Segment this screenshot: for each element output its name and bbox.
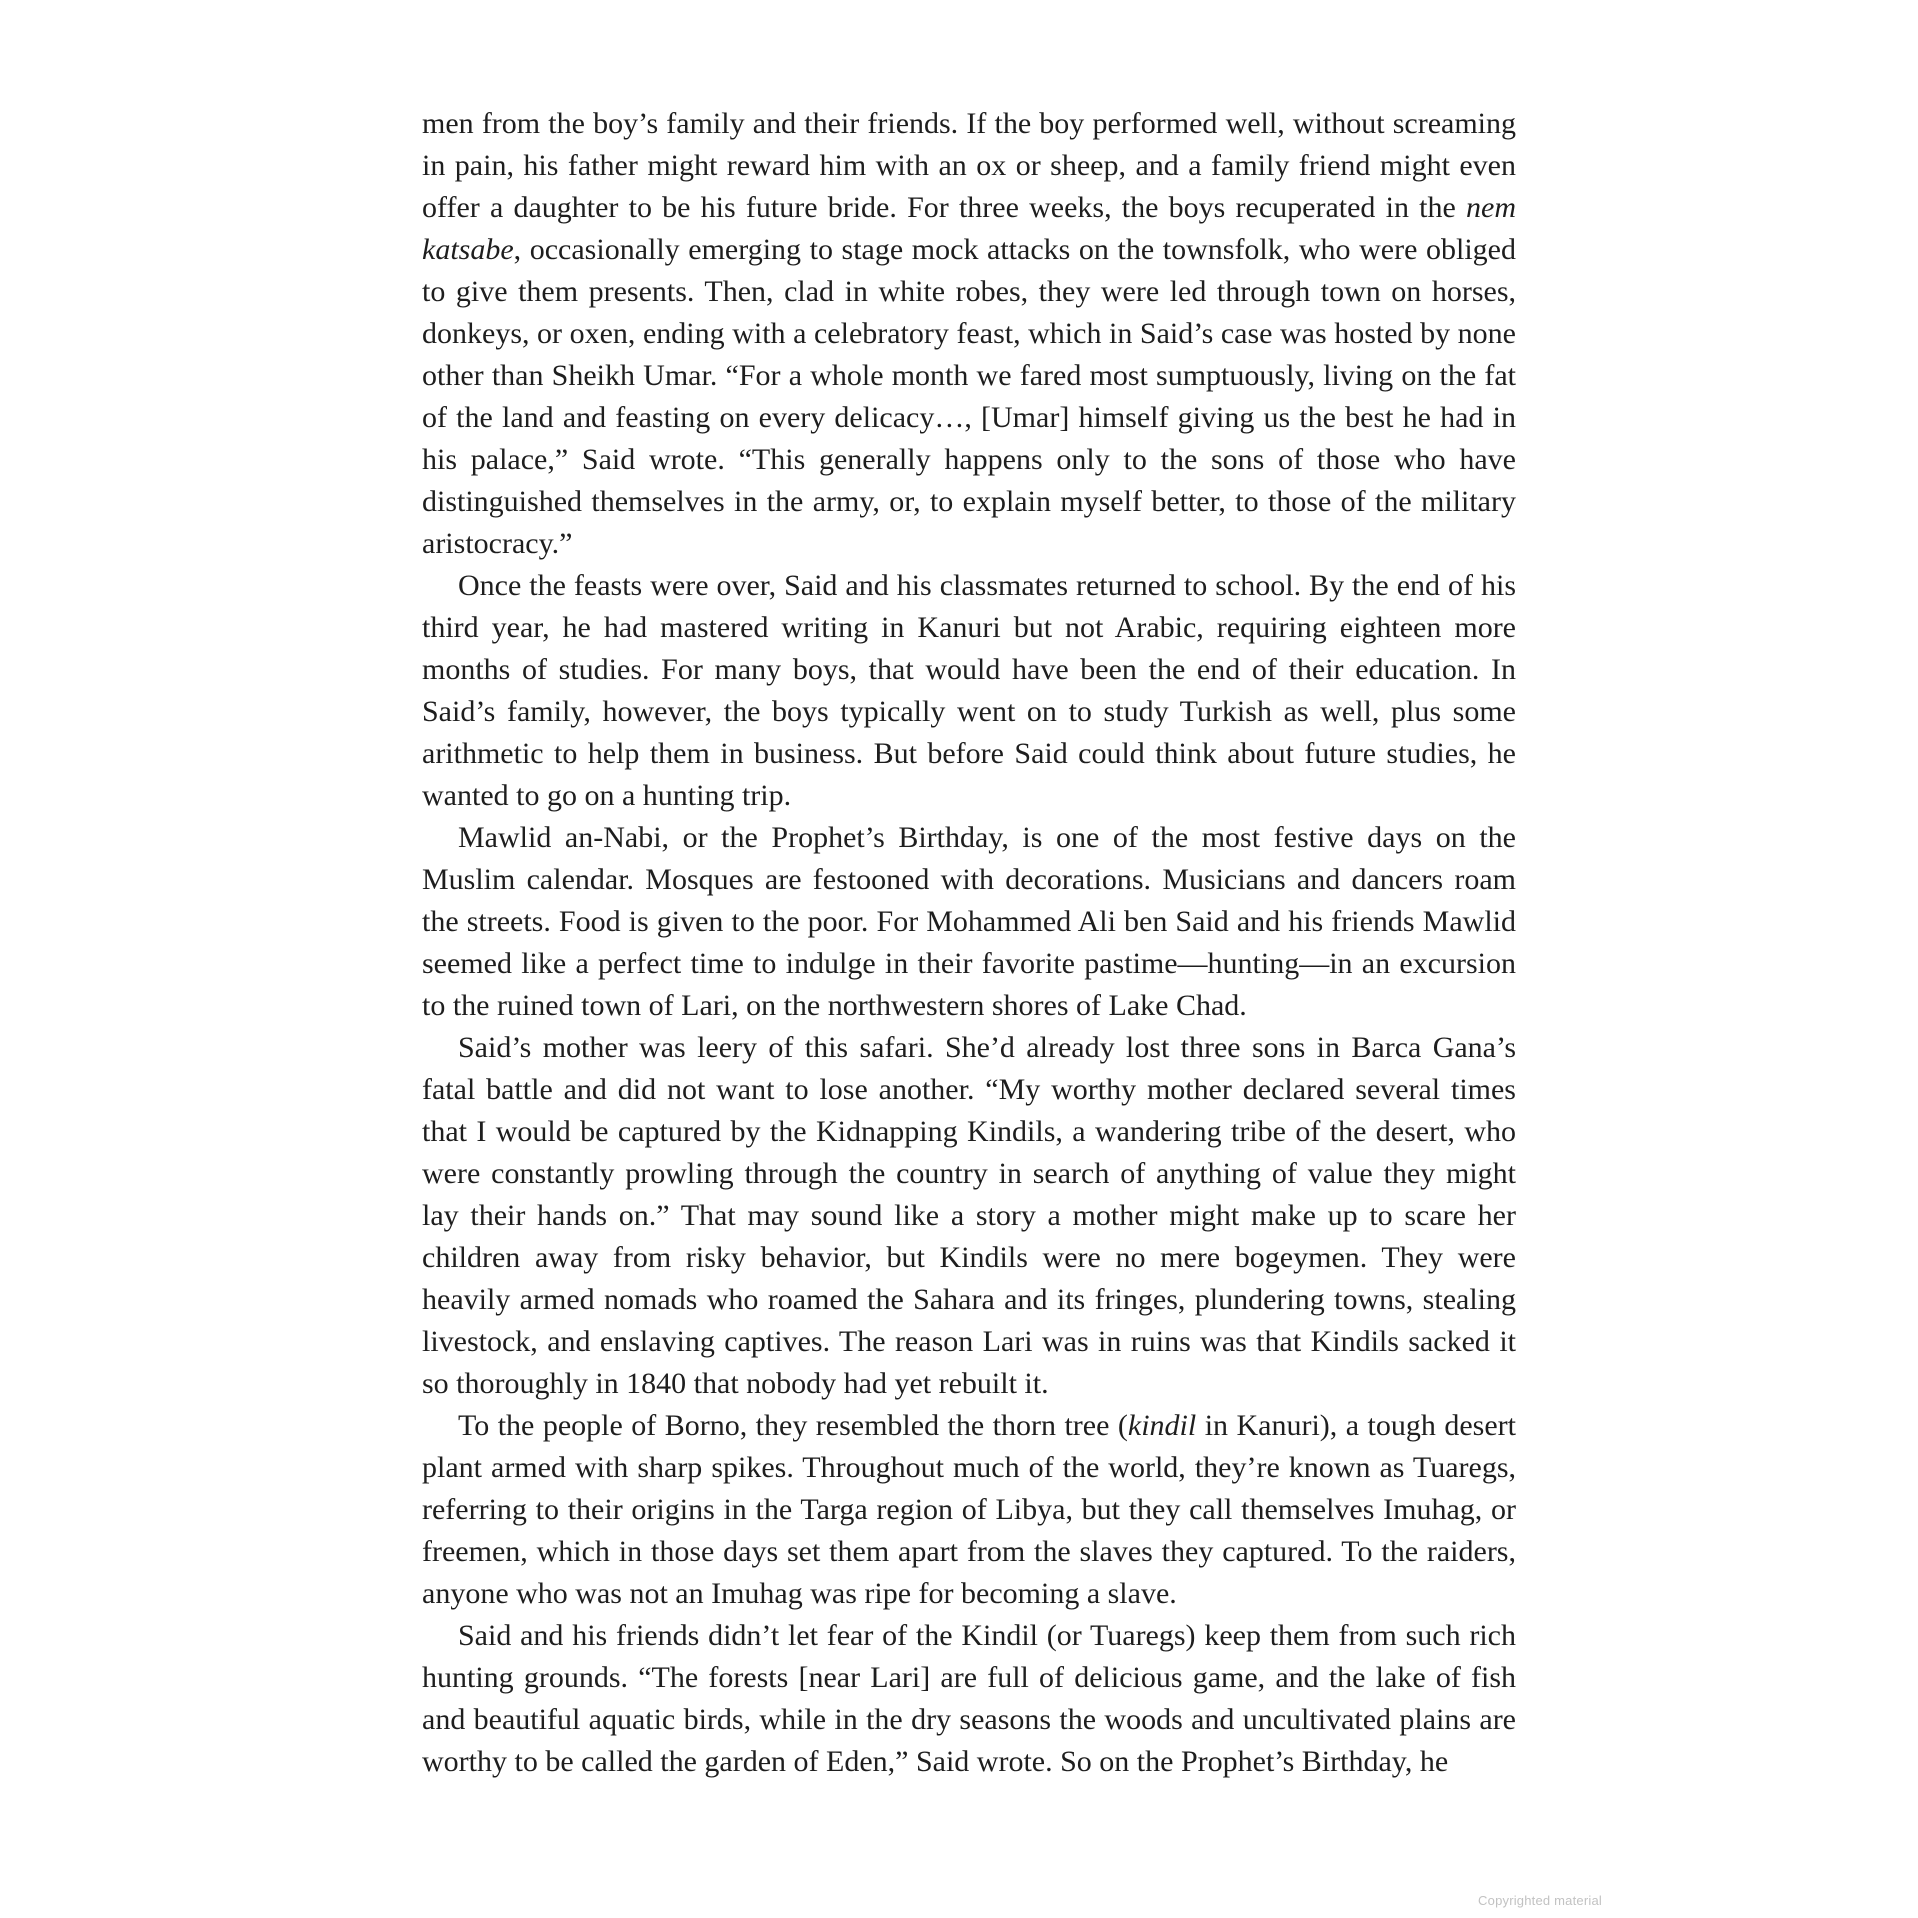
paragraph-1-italic-term: nem katsabe [422,191,1516,266]
paragraph-1-text-b: , occasionally emerging to stage mock attacks on the townsfolk, who were obliged to give them presents. Then, clad in white robes, they were led through town on horses, donkeys, or oxen, ending with a celebratory feast, which in Said’s case was hosted by none other than Sheikh Umar. “For a whole month we fared most sumptuously, living on the fat of the land and feasting on every delicacy…, [Umar] himself giving us the best he had in his palace,” Said wrote. “This generally happens only to the sons of those who have distinguished themselves in the army, or, to explain myself better, to those of the military aristocracy.” [422,233,1516,560]
paragraph-6-text: Said and his friends didn’t let fear of the Kindil (or Tuaregs) keep them from such rich hunting grounds. “The forests [near Lari] are full of delicious game, and the lake of fish and beautiful aquatic birds, while in the dry seasons the woods and uncultivated plains are worthy to be called the garden of Eden,” Said wrote. So on the Prophet’s Birthday, he [422,1619,1516,1778]
paragraph-1 [422,103,1516,565]
paragraph-6 [422,1615,1516,1783]
paragraph-4 [422,1027,1516,1405]
paragraph-5 [422,1405,1516,1615]
paragraph-5-text-b: in Kanuri), a tough desert plant armed with sharp spikes. Throughout much of the world, they’re known as Tuaregs, referring to their origins in the Targa region of Libya, but they call themselves Imuhag, or freemen, which in those days set them apart from the slaves they captured. To the raiders, anyone who was not an Imuhag was ripe for becoming a slave. [422,1409,1516,1610]
paragraph-2-text: Once the feasts were over, Said and his classmates returned to school. By the end of his third year, he had mastered writing in Kanuri but not Arabic, requiring eighteen more months of studies. For many boys, that would have been the end of their education. In Said’s family, however, the boys typically went on to study Turkish as well, plus some arithmetic to help them in business. But before Said could think about future studies, he wanted to go on a hunting trip. [422,569,1516,812]
page-body [422,103,1516,1783]
paragraph-4-text: Said’s mother was leery of this safari. She’d already lost three sons in Barca Gana’s fatal battle and did not want to lose another. “My worthy mother declared several times that I would be captured by the Kidnapping Kindils, a wandering tribe of the desert, who were constantly prowling through the country in search of anything of value they might lay their hands on.” That may sound like a story a mother might make up to scare her children away from risky behavior, but Kindils were no mere bogeymen. They were heavily armed nomads who roamed the Sahara and its fringes, plundering towns, stealing livestock, and enslaving captives. The reason Lari was in ruins was that Kindils sacked it so thoroughly in 1840 that nobody had yet rebuilt it. [422,1031,1516,1400]
paragraph-5-text-a: To the people of Borno, they resembled the thorn tree ( [458,1409,1128,1442]
paragraph-3-text: Mawlid an-Nabi, or the Prophet’s Birthday, is one of the most festive days on the Muslim calendar. Mosques are festooned with decorations. Musicians and dancers roam the streets. Food is given to the poor. For Mohammed Ali ben Said and his friends Mawlid seemed like a perfect time to indulge in their favorite pastime—hunting—in an excursion to the ruined town of Lari, on the northwestern shores of Lake Chad. [422,821,1516,1022]
paragraph-2 [422,565,1516,817]
paragraph-5-italic-term: kindil [1127,1409,1197,1442]
copyright-notice: Copyrighted material [1478,1893,1602,1908]
paragraph-1-text-a: men from the boy’s family and their friends. If the boy performed well, without screaming in pain, his father might reward him with an ox or sheep, and a family friend might even offer a daughter to be his future bride. For three weeks, the boys recuperated in the [422,107,1516,224]
paragraph-3 [422,817,1516,1027]
